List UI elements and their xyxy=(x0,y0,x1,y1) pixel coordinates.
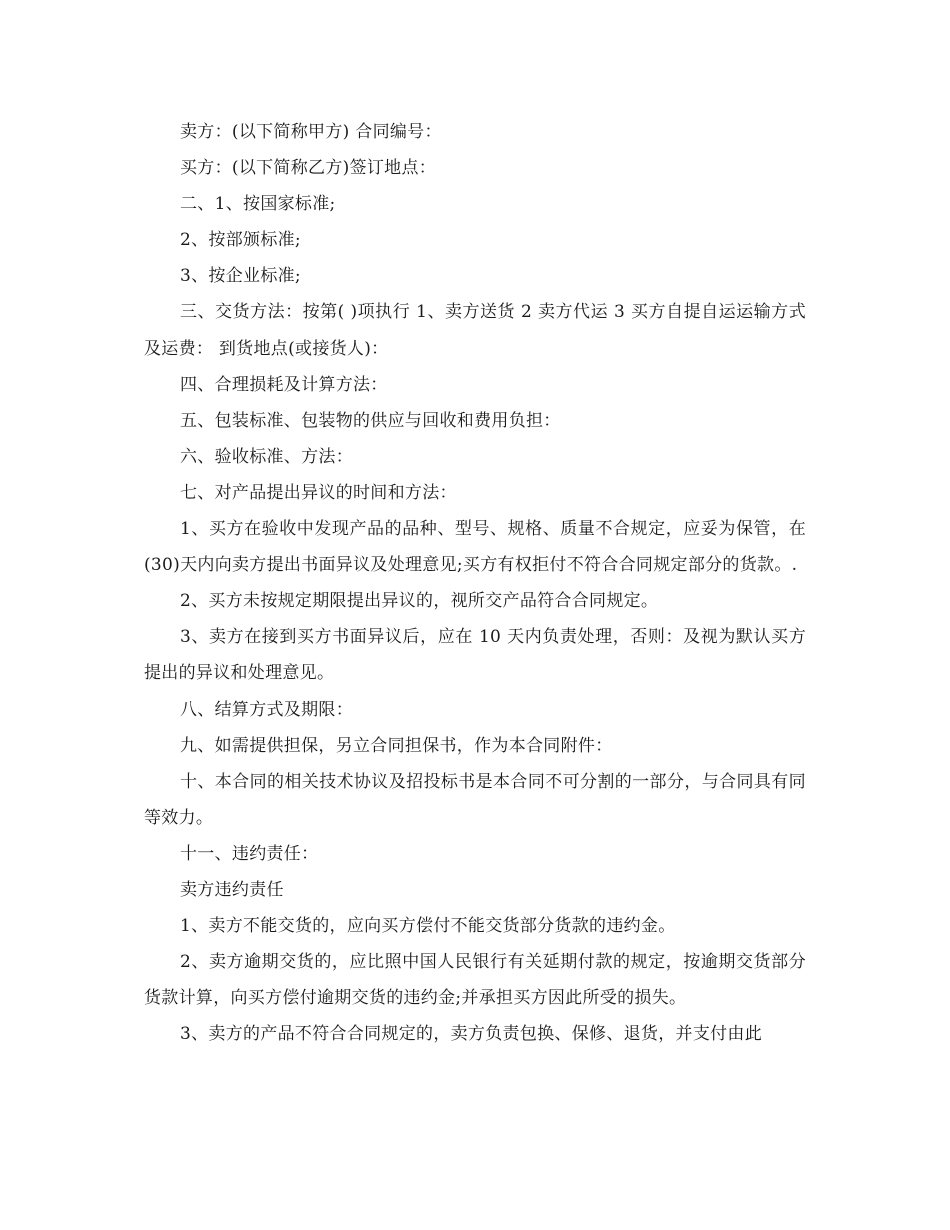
paragraph-loss-calculation: 四、合理损耗及计算方法： xyxy=(180,374,388,395)
paragraph-standard-ministry: 2、按部颁标准; xyxy=(180,230,301,251)
paragraph-acceptance: 六、验收标准、方法： xyxy=(180,446,353,467)
paragraph-guarantee: 九、如需提供担保，另立合同担保书，作为本合同附件： xyxy=(180,735,613,756)
paragraph-buyer: 买方：(以下简称乙方)签订地点： xyxy=(180,158,437,179)
paragraph-objection-1: 1、买方在验收中发现产品的品种、型号、规格、质量不合规定，应妥为保管，在(30)天内向卖方提出书面异议及处理意见;买方有权拒付不符合合同规定部分的货款。. xyxy=(144,519,806,576)
paragraph-objection-heading: 七、对产品提出异议的时间和方法： xyxy=(180,482,457,503)
paragraph-objection-3: 3、卖方在接到买方书面异议后，应在 10 天内负责处理，否则：及视为默认买方提出的异议和处理意见。 xyxy=(144,627,806,684)
paragraph-technical-agreement: 十、本合同的相关技术协议及招投标书是本合同不可分割的一部分，与合同具有同等效力。 xyxy=(144,771,806,828)
paragraph-objection-2: 2、买方未按规定期限提出异议的，视所交产品符合合同规定。 xyxy=(180,591,659,612)
paragraph-seller-liability: 卖方违约责任 xyxy=(180,879,284,900)
paragraph-packaging: 五、包装标准、包装物的供应与回收和费用负担： xyxy=(180,410,561,431)
document-body xyxy=(144,114,806,1052)
paragraph-liability-3: 3、卖方的产品不符合合同规定的，卖方负责包换、保修、退货，并支付由此 xyxy=(180,1024,763,1045)
paragraph-standard-enterprise: 3、按企业标准; xyxy=(180,266,301,287)
paragraph-liability-heading: 十一、违约责任： xyxy=(180,843,319,864)
paragraph-standard-national: 二、1、按国家标准; xyxy=(180,194,336,215)
paragraph-liability-2: 2、卖方逾期交货的，应比照中国人民银行有关延期付款的规定，按逾期交货部分货款计算，向买方偿付逾期交货的违约金;并承担买方因此所受的损失。 xyxy=(144,952,806,1009)
paragraph-seller: 卖方：(以下简称甲方) 合同编号： xyxy=(180,122,442,142)
paragraph-settlement: 八、结算方式及期限： xyxy=(180,699,353,720)
paragraph-delivery-method: 三、交货方法：按第( )项执行 1、卖方送货 2 卖方代运 3 买方自提自运运输方式及运费： 到货地点(或接货人)： xyxy=(144,302,806,359)
paragraph-liability-1: 1、卖方不能交货的，应向买方偿付不能交货部分货款的违约金。 xyxy=(180,916,676,937)
